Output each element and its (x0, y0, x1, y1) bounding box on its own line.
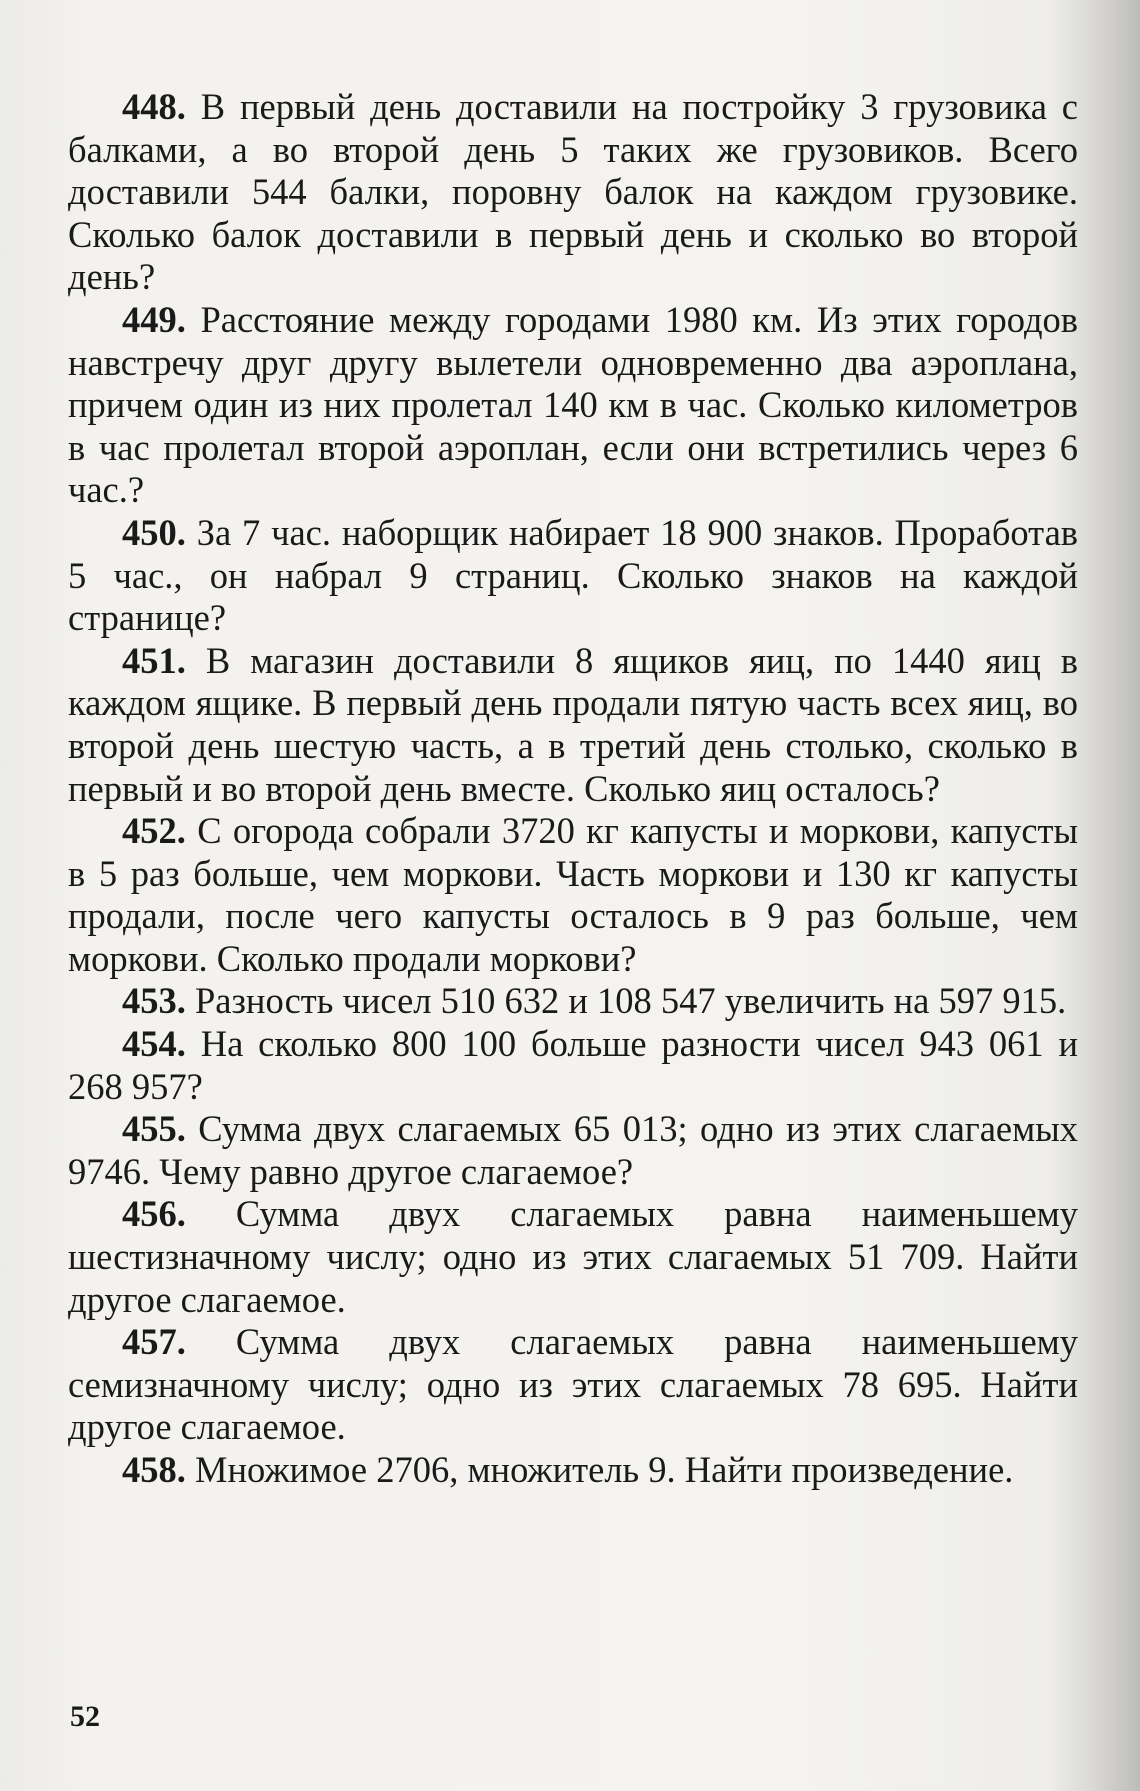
problem-number: 450. (122, 511, 186, 553)
problem-number: 456. (122, 1193, 186, 1235)
problem-text: В первый день доставили на постройку 3 грузовика с балками, а во второй день 5 таких же грузовиков. Всего доставили 544 балки, поровну балок на каждом грузовике. Сколько балок доставили в первый день и сколько во второй день? (68, 86, 1078, 298)
problem-number: 451. (122, 639, 186, 681)
problem-text: Множимое 2706, множитель 9. Найти произведение. (195, 1449, 1014, 1490)
problem-number: 458. (122, 1449, 186, 1490)
problem-text: Разность чисел 510 632 и 108 547 увеличить на 597 915. (195, 980, 1067, 1022)
problem-453 (68, 980, 1078, 1023)
problem-text: Расстояние между городами 1980 км. Из этих городов навстречу друг другу вылетели одновременно два аэроплана, причем один из них пролетал 140 км в час. Сколько километров в час пролетал второй аэроплан, если они встретились через 6 час.? (68, 298, 1078, 511)
problem-457 (68, 1321, 1078, 1449)
problem-text: С огорода собрали 3720 кг капусты и моркови, капусты в 5 раз больше, чем моркови. Часть моркови и 130 кг капусты продали, после чего капусты осталось в 9 раз больше, чем моркови. Сколько продали моркови? (68, 810, 1078, 979)
problem-449 (68, 299, 1078, 512)
problem-451 (68, 640, 1078, 810)
problem-number: 457. (122, 1321, 186, 1363)
problem-number: 454. (122, 1023, 186, 1065)
problem-text: Сумма двух слагаемых равна наименьшему шестизначному числу; одно из этих слагаемых 51 709. Найти другое слагаемое. (68, 1193, 1078, 1320)
problem-text: Сумма двух слагаемых 65 013; одно из этих слагаемых 9746. Чему равно другое слагаемое? (68, 1108, 1079, 1192)
problem-number: 453. (122, 980, 186, 1022)
problem-454 (68, 1023, 1078, 1108)
problem-448 (68, 86, 1078, 299)
problem-450 (68, 512, 1078, 640)
problem-text: На сколько 800 100 больше разности чисел 943 061 и 268 957? (68, 1023, 1079, 1107)
problem-text: За 7 час. наборщик набирает 18 900 знаков. Проработав 5 час., он набрал 9 страниц. Сколько знаков на каждой странице? (68, 511, 1079, 639)
problem-text: В магазин доставили 8 ящиков яиц, по 1440 яиц в каждом ящике. В первый день продали пятую часть всех яиц, во второй день шестую часть, а в третий день столько, сколько в первый и во второй день вместе. Сколько яиц осталось? (68, 639, 1078, 809)
problem-number: 452. (122, 810, 186, 852)
problem-text: Сумма двух слагаемых равна наименьшему семизначному числу; одно из этих слагаемых 78 695. Найти другое слагаемое. (68, 1321, 1078, 1448)
problem-456 (68, 1193, 1078, 1321)
problem-455 (68, 1108, 1078, 1193)
problem-number: 449. (122, 298, 186, 340)
problem-458 (68, 1449, 1078, 1492)
problems-text (68, 86, 1078, 1492)
problem-number: 455. (122, 1108, 186, 1150)
problem-452 (68, 810, 1078, 980)
problem-number: 448. (122, 86, 186, 127)
page-number: 52 (70, 1700, 100, 1733)
